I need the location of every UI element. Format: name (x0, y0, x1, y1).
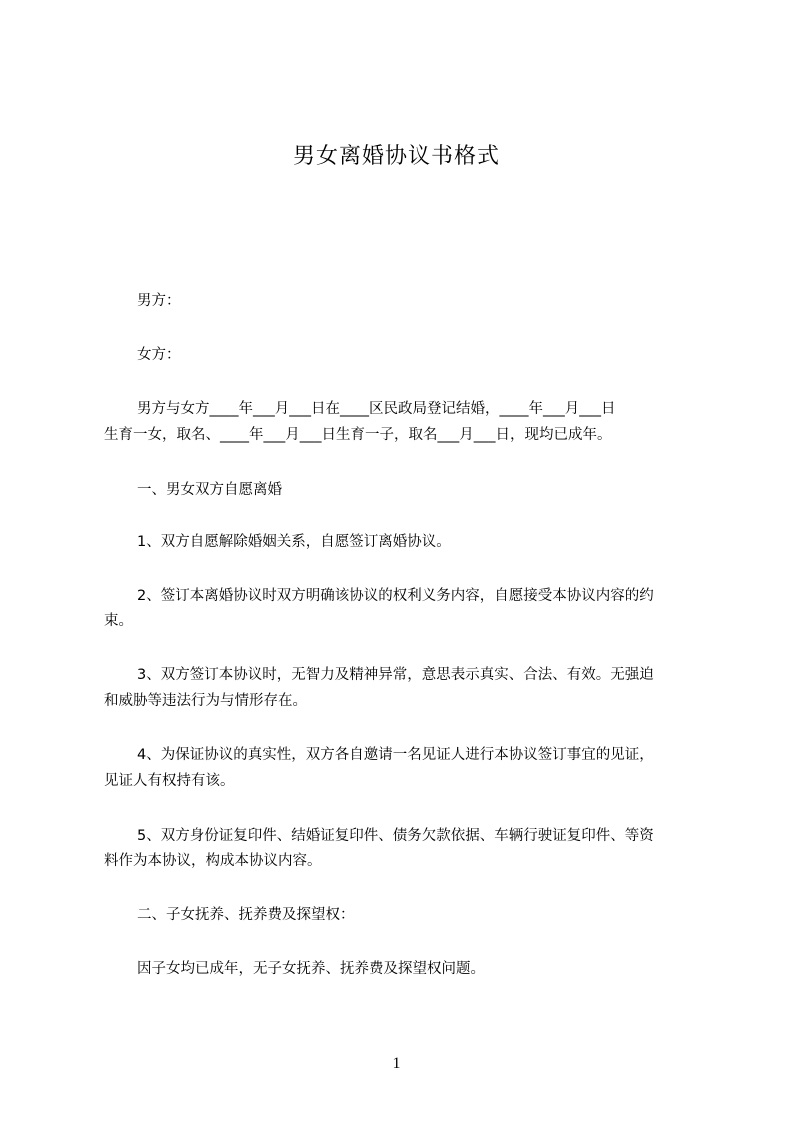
clause-1-line: 1、双方自愿解除婚姻关系，自愿签订离婚协议。 (137, 534, 451, 550)
page-number: 1 (392, 1055, 401, 1072)
section-2-text: 因子女均已成年，无子女抚养、抚养费及探望权问题。 (137, 961, 485, 977)
section-1-heading: 一、男女双方自愿离婚 (137, 482, 282, 498)
clause-3-line-1: 3、双方签订本协议时，无智力及精神异常，意思表示真实、合法、有效。无强迫 (137, 667, 654, 683)
intro-line-2: 生育一女，取名、____年___月___日生育一子，取名___月___日，现均已成年。 (104, 427, 612, 443)
clause-3-line-2: 和威胁等违法行为与情形存在。 (104, 693, 307, 709)
clause-2-line-2: 束。 (104, 613, 133, 629)
clause-2-line-1: 2、签订本离婚协议时双方明确该协议的权利义务内容，自愿接受本协议内容的约 (137, 588, 654, 604)
document-title: 男女离婚协议书格式 (292, 144, 500, 169)
clause-5-line-1: 5、双方身份证复印件、结婚证复印件、债务欠款依据、车辆行驶证复印件、等资 (137, 828, 654, 844)
party-man-label: 男方： (137, 293, 181, 309)
section-2-heading: 二、子女抚养、抚养费及探望权： (137, 907, 355, 923)
clause-5-line-2: 料作为本协议，构成本协议内容。 (104, 853, 322, 869)
intro-line-1: 男方与女方____年___月___日在____区民政局登记结婚，____年___月___日 (137, 401, 616, 417)
clause-4-line-2: 见证人有权持有该。 (104, 773, 235, 789)
party-woman-label: 女方： (137, 347, 181, 363)
clause-4-line-1: 4、为保证协议的真实性，双方各自邀请一名见证人进行本协议签订事宜的见证， (137, 747, 654, 763)
